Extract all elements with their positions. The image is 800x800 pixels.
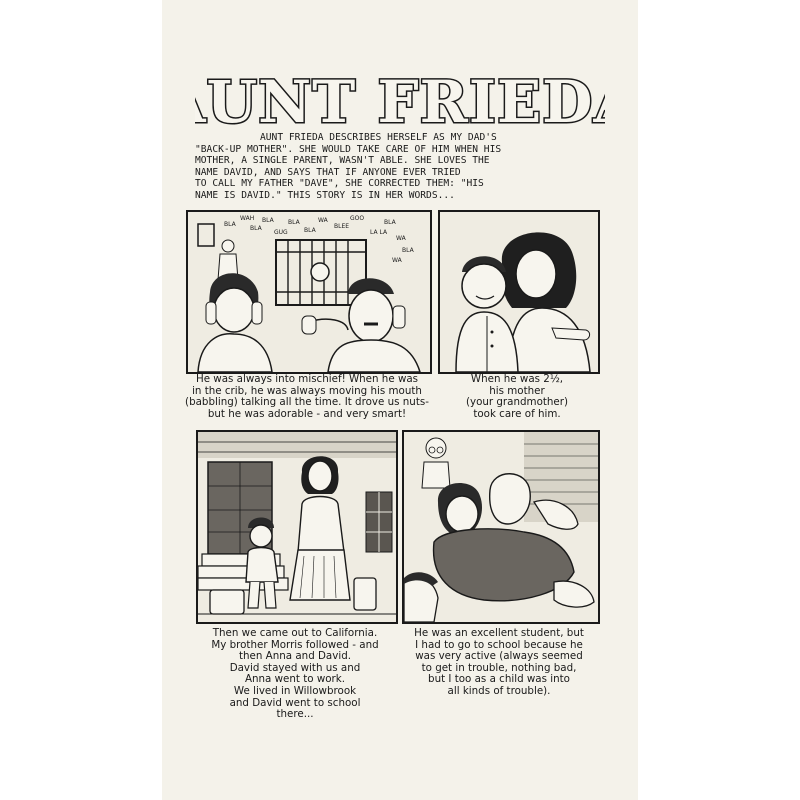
caption-line: was very active (always seemed: [415, 650, 583, 663]
babble-word: BLA: [288, 219, 300, 226]
caption-line: When he was 2½,: [470, 373, 564, 385]
babble-word: WA: [392, 257, 402, 264]
babble-word: BLA: [402, 247, 414, 254]
caption-line: all kinds of trouble).: [447, 684, 551, 697]
school-illustration: [404, 432, 598, 622]
panel-grandmother: [438, 210, 600, 374]
panel-crib: [186, 210, 432, 374]
caption-line: and David went to school: [229, 696, 361, 709]
caption-line: Then we came out to California.: [212, 627, 378, 639]
panel-school: [402, 430, 600, 624]
caption-line: but he was adorable - and very smart!: [207, 407, 407, 420]
babble-word: BLA: [304, 227, 316, 234]
caption-grandmother: [436, 374, 598, 420]
caption-school: [400, 628, 598, 698]
caption-line: to get in trouble, nothing bad,: [421, 661, 577, 674]
caption-line: My brother Morris followed - and: [211, 638, 379, 651]
caption-line: his mother: [489, 384, 545, 397]
caption-line: (your grandmother): [465, 396, 569, 409]
caption-line: He was an excellent student, but: [414, 627, 584, 639]
grandmother-illustration: [440, 212, 598, 372]
caption-line: there...: [276, 708, 314, 721]
intro-line: AUNT FRIEDA DESCRIBES HERSELF AS MY DAD'S: [260, 132, 497, 143]
babble-word: GUG: [274, 229, 288, 236]
california-illustration: [198, 432, 396, 622]
babble-word: BLA: [384, 219, 396, 226]
intro-line: NAME IS DAVID." THIS STORY IS IN HER WORDS...: [195, 189, 455, 201]
babble-word: BLA: [262, 217, 274, 224]
caption-line: He was always into mischief! When he was: [195, 373, 419, 385]
babble-word: LA LA: [370, 229, 388, 236]
caption-line: I had to go to school because he: [415, 638, 583, 651]
caption-line: We lived in Willowbrook: [233, 684, 357, 697]
intro-line: "BACK-UP MOTHER". SHE WOULD TAKE CARE OF HIM WHEN HIS: [195, 143, 502, 155]
caption-line: Anna went to work.: [244, 673, 346, 686]
caption-line: took care of him.: [473, 407, 561, 420]
intro-line: TO CALL MY FATHER "DAVE", SHE CORRECTED THEM: "HIS: [195, 178, 484, 190]
caption-california: [190, 628, 400, 721]
intro-line: NAME DAVID, AND SAYS THAT IF ANYONE EVER TRIED: [195, 166, 461, 178]
babble-word: WA: [318, 217, 328, 224]
intro-text: [195, 132, 600, 202]
caption-line: in the crib, he was always moving his mouth: [192, 384, 422, 397]
caption-line: (babbling) talking all the time. It drove us nuts-: [185, 396, 429, 409]
crib-illustration: [188, 212, 430, 372]
caption-line: David stayed with us and: [229, 661, 361, 674]
babble-word: WAH: [240, 215, 255, 222]
babble-word: BLEE: [334, 223, 350, 230]
babble-word: BLA: [224, 221, 236, 228]
caption-line: then Anna and David.: [238, 650, 352, 663]
caption-crib: [184, 374, 430, 420]
babble-word: GOO: [350, 215, 365, 222]
intro-line: MOTHER, A SINGLE PARENT, WASN'T ABLE. SHE LOVES THE: [195, 155, 490, 167]
title-text: UNT FRIED: [206, 70, 594, 132]
title-lettering: [195, 70, 605, 132]
caption-line: but I too as a child was into: [428, 673, 570, 686]
babble-word: BLA: [250, 225, 262, 232]
panel-california: [196, 430, 398, 624]
babble-word: WA: [396, 235, 406, 242]
